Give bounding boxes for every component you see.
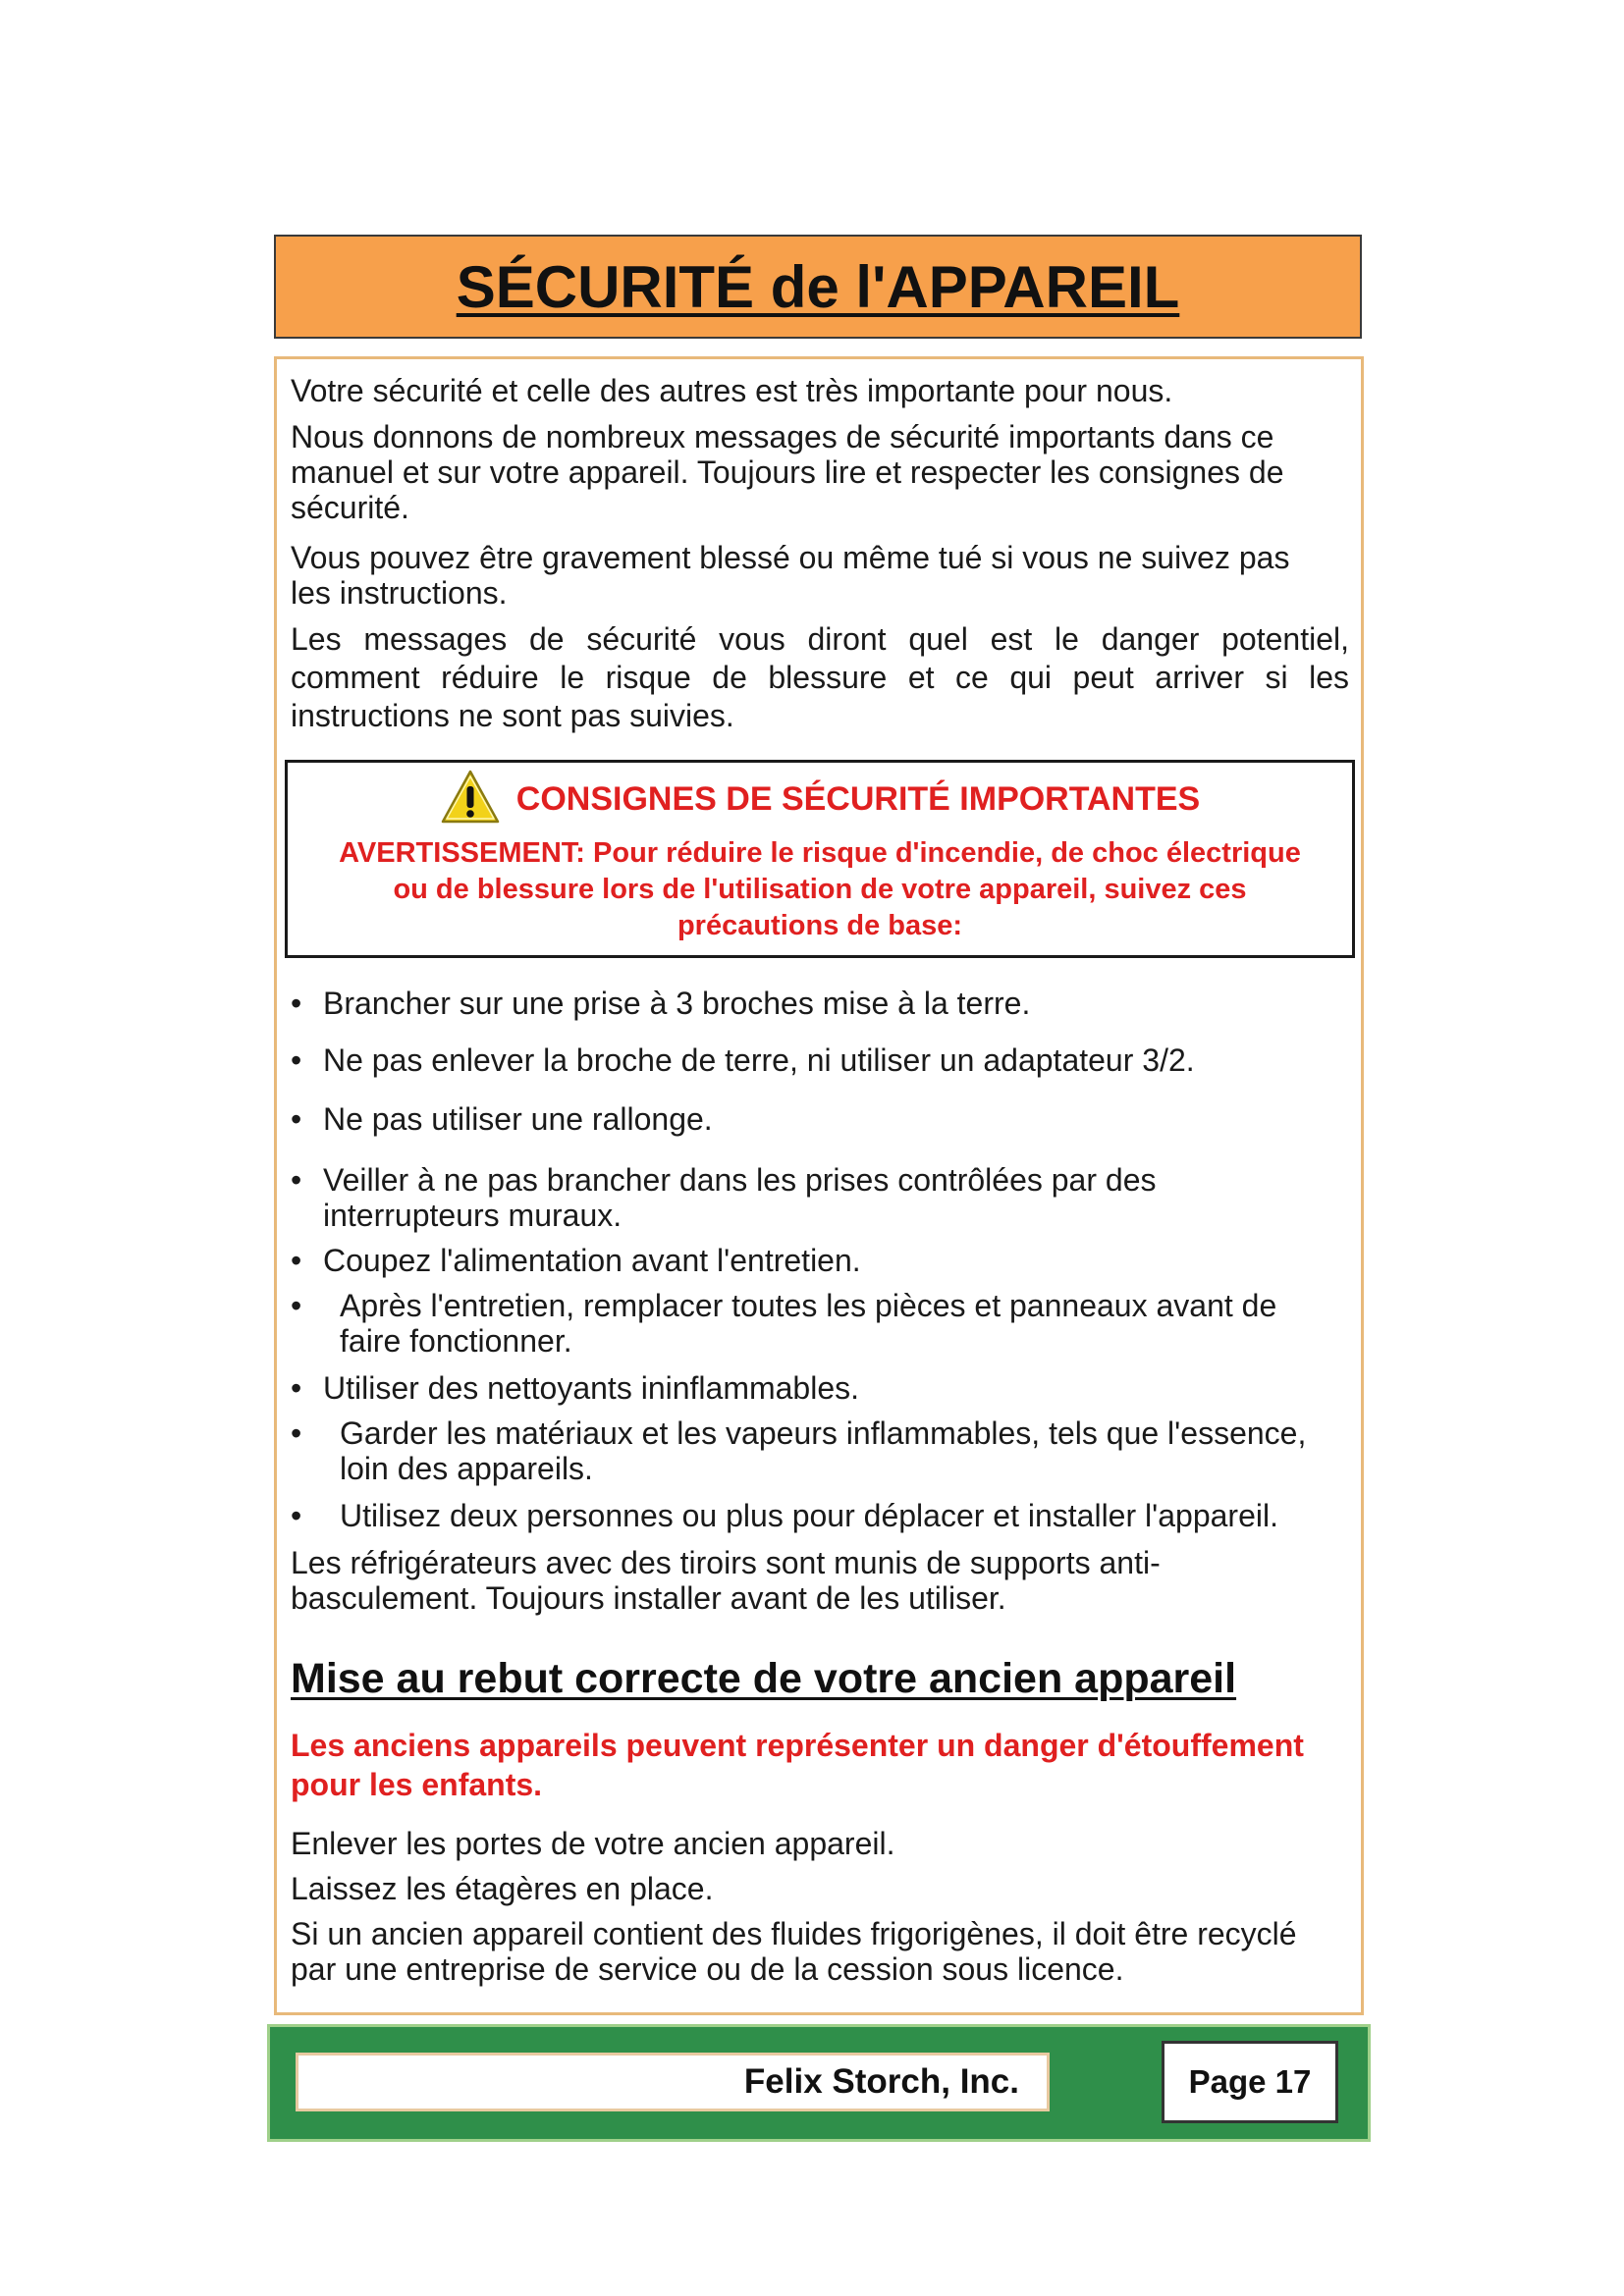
bullet-dot: • (291, 1042, 302, 1078)
list-item: • Veiller à ne pas brancher dans les prises contrôlées par des interrupteurs muraux. (291, 1162, 1157, 1233)
page-footer (267, 2024, 1371, 2142)
company-name: Felix Storch, Inc. (296, 2053, 1050, 2111)
bullet-dot: • (291, 986, 302, 1021)
list-item: • Ne pas utiliser une rallonge. (291, 1101, 713, 1137)
disposal-line-2: Laissez les étagères en place. (291, 1871, 714, 1906)
title-banner (274, 235, 1362, 339)
intro-paragraph-3: Vous pouvez être gravement blessé ou même tué si vous ne suivez pas les instructions. (291, 540, 1290, 611)
bullet-dot: • (291, 1498, 302, 1533)
list-item: • Coupez l'alimentation avant l'entretien. (291, 1243, 861, 1278)
content-panel (274, 356, 1364, 2015)
safety-warning-box (285, 760, 1355, 958)
bullet-dot: • (291, 1370, 302, 1406)
warning-header (288, 771, 1352, 828)
bullet-dot: • (291, 1101, 302, 1137)
list-item: • Brancher sur une prise à 3 broches mise à la terre. (291, 986, 1031, 1021)
page-title: SÉCURITÉ de l'APPAREIL (456, 253, 1180, 320)
bullet-dot: • (291, 1243, 302, 1278)
list-item: • Utilisez deux personnes ou plus pour déplacer et installer l'appareil. (291, 1498, 1278, 1533)
list-item: • Après l'entretien, remplacer toutes les pièces et panneaux avant de faire fonctionner. (291, 1288, 1277, 1359)
list-item: • Utiliser des nettoyants ininflammables. (291, 1370, 860, 1406)
anti-tip-note: Les réfrigérateurs avec des tiroirs sont munis de supports anti-basculement. Toujours installer avant de les utiliser. (291, 1545, 1161, 1616)
disposal-line-3: Si un ancien appareil contient des fluides frigorigènes, il doit être recyclé par une entreprise de service ou de la cession sous licence. (291, 1916, 1297, 1987)
bullet-dot: • (291, 1288, 302, 1323)
bullet-dot: • (291, 1162, 302, 1198)
bullet-dot: • (291, 1415, 302, 1451)
list-item: • Ne pas enlever la broche de terre, ni utiliser un adaptateur 3/2. (291, 1042, 1195, 1078)
page-number: Page 17 (1162, 2041, 1338, 2123)
intro-paragraph-2: Nous donnons de nombreux messages de sécurité importants dans ce manuel et sur votre appareil. Toujours lire et respecter les consignes de sécurité. (291, 419, 1284, 525)
disposal-line-1: Enlever les portes de votre ancien appareil. (291, 1826, 895, 1861)
warning-triangle-icon (440, 769, 501, 830)
intro-paragraph-1: Votre sécurité et celle des autres est très importante pour nous. (291, 373, 1173, 408)
list-item: • Garder les matériaux et les vapeurs inflammables, tels que l'essence, loin des appareils. (291, 1415, 1307, 1486)
disposal-heading: Mise au rebut correcte de votre ancien appareil (291, 1655, 1237, 1702)
warning-heading: CONSIGNES DE SÉCURITÉ IMPORTANTES (515, 779, 1201, 818)
intro-paragraph-4: Les messages de sécurité vous diront quel est le danger potentiel, comment réduire le risque de blessure et ce qui peut arriver si les instructions ne sont pas suivies. (291, 621, 1349, 733)
warning-text: AVERTISSEMENT: Pour réduire le risque d'incendie, de choc électrique ou de blessure lors de l'utilisation de votre appareil, suivez ces précautions de base: (339, 837, 1301, 941)
disposal-danger: Les anciens appareils peuvent représenter un danger d'étouffement pour les enfants. (291, 1728, 1304, 1802)
